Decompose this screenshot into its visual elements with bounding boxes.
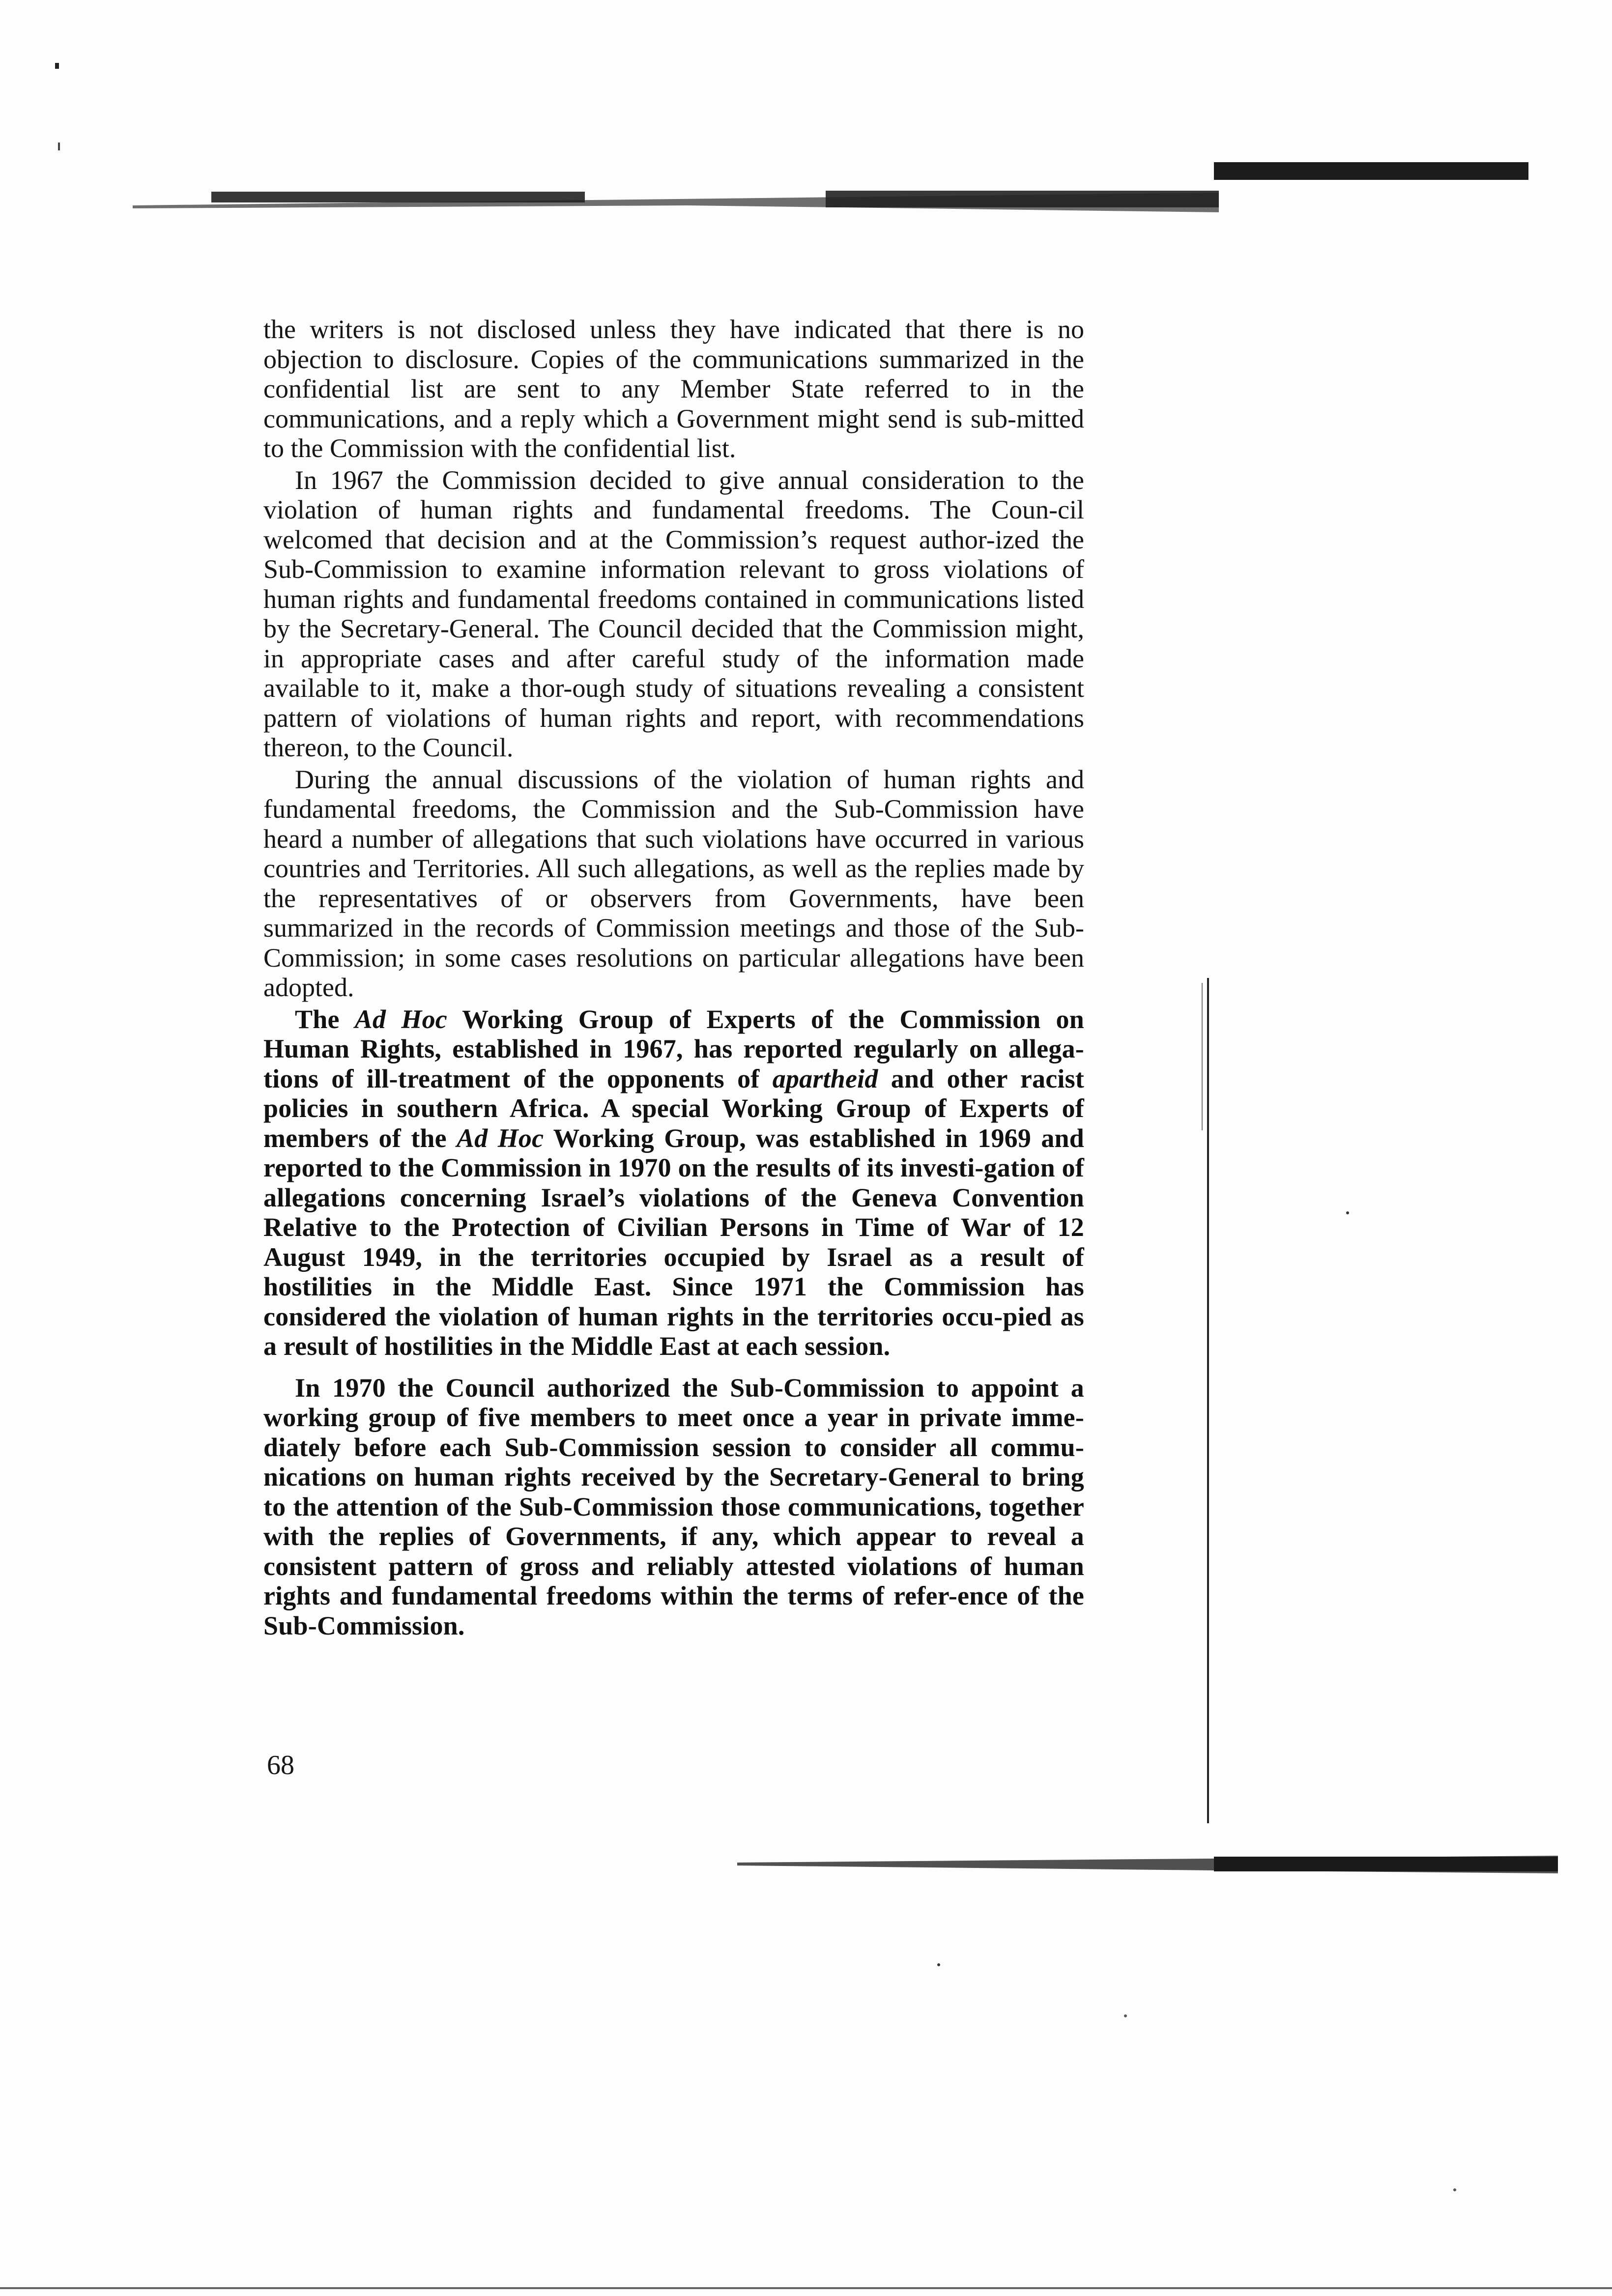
stray-dot-4 — [1453, 2188, 1456, 2191]
stray-mark-2 — [58, 143, 60, 150]
bottom-scan-bar — [737, 1856, 1558, 1873]
bottom-scan-bar-dark — [1214, 1857, 1558, 1871]
top-scan-bar-left — [133, 193, 1219, 212]
paragraph-4 — [263, 1004, 1084, 1361]
stray-dot-3 — [1124, 2014, 1127, 2017]
p4-seg-0: The — [295, 1004, 355, 1034]
p4-seg-1-italic: Ad Hoc — [354, 1004, 447, 1034]
top-scan-bar-left-dark-end — [826, 191, 1219, 207]
bottom-edge-line — [0, 2287, 1612, 2289]
stray-dot-1 — [1346, 1211, 1349, 1214]
stray-mark-1 — [55, 63, 59, 69]
p4-seg-2: Working Group of Experts of the Commission on Human Rights, established in 1967, has reported regularly on allega-tions of ill-treatment of the opponents of — [263, 1004, 1084, 1093]
paragraph-5: In 1970 the Council authorized the Sub-Commission to appoint a working group of five members to meet once a year in private imme-diately before each Sub-Commission session to consider all commu-nications on human rights received by the Secretary-General to bring to the attention of the Sub-Commission those communications, together with the replies of Governments, if any, which appear to reveal a consistent pattern of gross and reliably attested violations of human rights and fundamental freedoms within the terms of refer-ence of the Sub-Commission. — [263, 1373, 1084, 1640]
p4-seg-6: Working Group, was established in 1969 and reported to the Commission in 1970 on the results of its investi-gation of allegations concerning Israel’s violations of the Geneva Convention Relative to the Protection of Civilian Persons in Time of War of 12 August 1949, in the territories occupied by Israel as a result of hostilities in the Middle East. Since 1971 the Commission has considered the violation of human rights in the territories occu-pied as a result of hostilities in the Middle East at each session. — [263, 1123, 1084, 1361]
paragraph-3: During the annual discussions of the violation of human rights and fundamental freedoms, the Commission and the Sub-Commission have heard a number of allegations that such violations have occurred in various countries and Territories. All such allegations, as well as the replies made by the representatives of or observers from Governments, have been summarized in the records of Commission meetings and those of the Sub-Commission; in some cases resolutions on particular allegations have been adopted. — [263, 764, 1084, 1002]
top-scan-bar-left-dark-start — [211, 192, 585, 202]
stray-dot-2 — [937, 1963, 940, 1966]
p4-seg-4: and other racist policies in southern Africa. A special Working Group of Experts of members of the — [263, 1063, 1084, 1153]
paragraph-1: the writers is not disclosed unless they have indicated that there is no objection to disclosure. Copies of the communications summarized in the confidential list are sent to any Member State referred to in the communications, and a reply which a Government might send is sub-mitted to the Commission with the confidential list. — [263, 315, 1084, 463]
p4-seg-5-italic: Ad Hoc — [457, 1123, 544, 1153]
body-text — [263, 315, 1084, 1642]
paragraph-2: In 1967 the Commission decided to give annual consideration to the violation of human rights and fundamental freedoms. The Coun-cil welcomed that decision and at the Commission’s request author-ized the Sub-Commission to examine information relevant to gross violations of human rights and fundamental freedoms contained in communications listed by the Secretary-General. The Council decided that the Commission might, in appropriate cases and after careful study of the information made available to it, make a thor-ough study of situations revealing a consistent pattern of violations of human rights and report, with recommendations thereon, to the Council. — [263, 465, 1084, 762]
p4-seg-3-italic: apartheid — [772, 1063, 878, 1093]
page-number: 68 — [267, 1750, 294, 1780]
top-scan-bar-right — [1214, 162, 1528, 180]
